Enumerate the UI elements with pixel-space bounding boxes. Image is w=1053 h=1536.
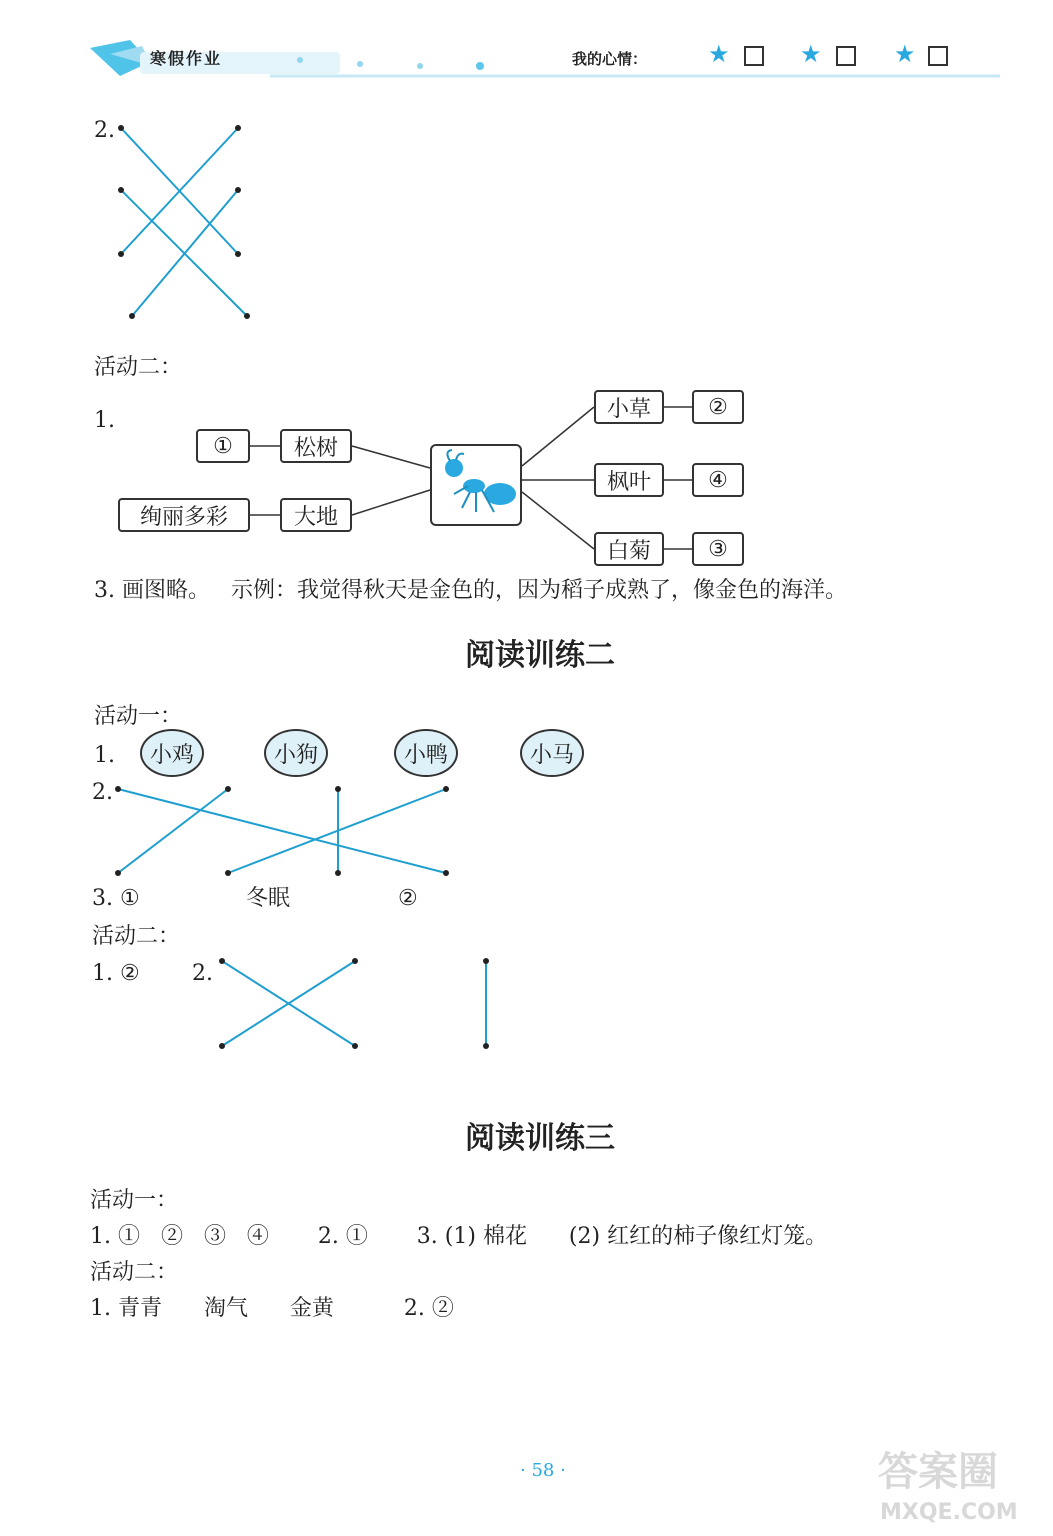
question-label: 2. [92, 780, 113, 805]
word-box: 大地 [280, 498, 352, 532]
watermark-url: MXQE.COM [880, 1500, 1018, 1525]
word-box: 白菊 [594, 532, 664, 566]
section-title: 阅读训练三 [465, 1121, 615, 1156]
word-box: 枫叶 [594, 463, 664, 497]
answer-box: ① [196, 429, 250, 463]
answer-line: 3. 画图略。 示例：我觉得秋天是金色的，因为稻子成熟了，像金色的海洋。 [94, 578, 847, 603]
header-title: 寒假作业 [150, 49, 223, 68]
mood-label: 我的心情： [572, 50, 648, 68]
question-label: 1. [94, 743, 115, 768]
page-number: · 58 · [520, 1460, 566, 1481]
animal-choice: 小鸡 [140, 729, 204, 777]
activity-heading: 活动二： [90, 1260, 179, 1285]
answer-box: ③ [692, 532, 744, 566]
activity-heading: 活动二： [92, 924, 181, 949]
star-icon: ★ [800, 40, 822, 68]
activity-heading: 活动二： [94, 355, 183, 380]
star-icon: ★ [708, 40, 730, 68]
answer-word: ② [398, 886, 418, 911]
answer-word: 冬眠 [246, 886, 291, 911]
activity-heading: 活动一： [90, 1188, 179, 1213]
animal-choice: 小鸭 [394, 729, 458, 777]
activity-heading: 活动一： [94, 704, 183, 729]
answer-line: 1. ② [92, 961, 140, 986]
answer-line: 1. ① ② ③ ④ 2. ① 3. (1) 棉花 (2) 红红的柿子像红灯笼。 [90, 1224, 828, 1249]
answer-box: ② [692, 390, 744, 424]
question-label: 2. [192, 961, 213, 986]
section-title: 阅读训练二 [465, 638, 615, 673]
animal-choice: 小狗 [264, 729, 328, 777]
question-label: 1. [94, 408, 115, 433]
ant-icon [432, 446, 520, 524]
animal-choice: 小马 [520, 729, 584, 777]
word-box: 小草 [594, 390, 664, 424]
word-box: 松树 [280, 429, 352, 463]
question-label: 2. [94, 118, 115, 143]
answer-box: ④ [692, 463, 744, 497]
ant-picture-box [430, 444, 522, 526]
watermark-logo: 答案圈 [878, 1449, 998, 1495]
answer-line: 3. ① [92, 886, 140, 911]
answer-line: 1. 青青 淘气 金黄 2. ② [90, 1296, 454, 1321]
star-icon: ★ [894, 40, 916, 68]
answer-box: 绚丽多彩 [118, 498, 250, 532]
